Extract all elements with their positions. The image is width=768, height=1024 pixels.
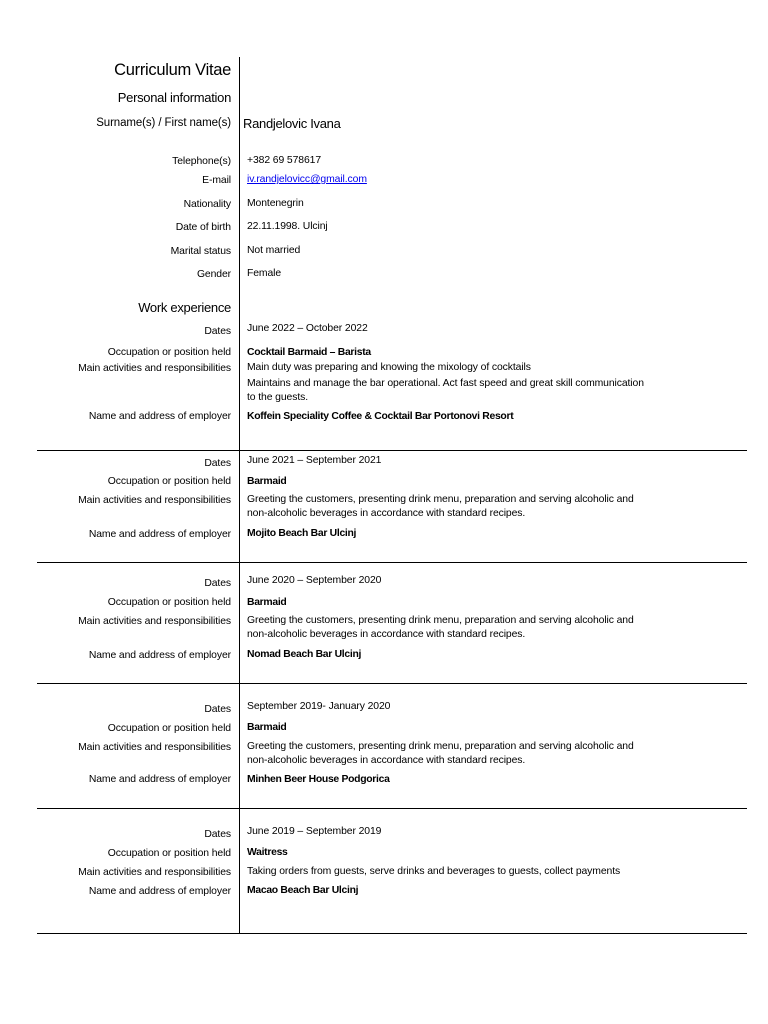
activities-line: Greeting the customers, presenting drink menu, preparation and serving alcoholic and bbox=[247, 494, 634, 505]
job-occupation: Barmaid bbox=[247, 597, 287, 608]
email-label: E-mail bbox=[202, 175, 231, 186]
occupation-label: Occupation or position held bbox=[107, 476, 231, 487]
activities-line: non-alcoholic beverages in accordance with standard recipes. bbox=[247, 629, 526, 640]
activities-label: Main activities and responsibilities bbox=[78, 363, 231, 374]
gender-label: Gender bbox=[196, 269, 231, 280]
job-employer: Nomad Beach Bar Ulcinj bbox=[247, 649, 362, 660]
marital-label: Marital status bbox=[170, 246, 231, 257]
job-occupation: Barmaid bbox=[247, 476, 287, 487]
activities-label: Main activities and responsibilities bbox=[78, 495, 231, 506]
job-dates: June 2021 – September 2021 bbox=[247, 455, 382, 466]
occupation-label: Occupation or position held bbox=[107, 347, 231, 358]
section-divider bbox=[37, 808, 747, 809]
job-dates: June 2022 – October 2022 bbox=[247, 323, 368, 334]
employer-label: Name and address of employer bbox=[88, 774, 231, 785]
section-divider bbox=[37, 450, 747, 451]
dob-label: Date of birth bbox=[175, 222, 231, 233]
email-value[interactable] bbox=[247, 173, 367, 187]
activities-line: Main duty was preparing and knowing the mixology of cocktails bbox=[247, 362, 531, 373]
job-employer: Minhen Beer House Podgorica bbox=[247, 774, 390, 785]
activities-line: non-alcoholic beverages in accordance with standard recipes. bbox=[247, 508, 526, 519]
nationality-label: Nationality bbox=[183, 199, 231, 210]
job-employer: Koffein Speciality Coffee & Cocktail Bar Portonovi Resort bbox=[247, 411, 514, 422]
activities-line: Greeting the customers, presenting drink menu, preparation and serving alcoholic and bbox=[247, 615, 634, 626]
employer-label: Name and address of employer bbox=[88, 411, 231, 422]
work-experience-heading: Work experience bbox=[138, 300, 231, 315]
job-activities: Taking orders from guests, serve drinks and beverages to guests, collect payments bbox=[247, 866, 621, 877]
gender-value: Female bbox=[247, 268, 282, 279]
occupation-label: Occupation or position held bbox=[107, 597, 231, 608]
activities-line: Maintains and manage the bar operational. Act fast speed and great skill communication bbox=[247, 378, 644, 389]
full-name: Randjelovic Ivana bbox=[243, 116, 341, 131]
activities-label: Main activities and responsibilities bbox=[78, 867, 231, 878]
dates-label: Dates bbox=[204, 578, 231, 589]
activities-label: Main activities and responsibilities bbox=[78, 742, 231, 753]
dates-label: Dates bbox=[204, 458, 231, 469]
activities-line: to the guests. bbox=[247, 392, 308, 403]
email-link[interactable]: iv.randjelovicc@gmail.com bbox=[247, 174, 367, 185]
section-divider bbox=[37, 933, 747, 934]
job-dates: September 2019- January 2020 bbox=[247, 701, 391, 712]
employer-label: Name and address of employer bbox=[88, 529, 231, 540]
employer-label: Name and address of employer bbox=[88, 886, 231, 897]
job-dates: June 2020 – September 2020 bbox=[247, 575, 382, 586]
dates-label: Dates bbox=[204, 829, 231, 840]
telephone-label: Telephone(s) bbox=[172, 156, 231, 167]
job-employer: Mojito Beach Bar Ulcinj bbox=[247, 528, 357, 539]
job-employer: Macao Beach Bar Ulcinj bbox=[247, 885, 359, 896]
job-dates: June 2019 – September 2019 bbox=[247, 826, 382, 837]
job-activities bbox=[247, 361, 644, 405]
dob-value: 22.11.1998. Ulcinj bbox=[247, 221, 328, 232]
job-activities bbox=[247, 493, 634, 521]
occupation-label: Occupation or position held bbox=[107, 848, 231, 859]
activities-line: non-alcoholic beverages in accordance with standard recipes. bbox=[247, 755, 526, 766]
nationality-value: Montenegrin bbox=[247, 198, 304, 209]
job-activities bbox=[247, 740, 634, 768]
personal-info-heading: Personal information bbox=[117, 90, 231, 105]
document-title: Curriculum Vitae bbox=[114, 61, 231, 79]
column-divider bbox=[239, 57, 240, 934]
section-divider bbox=[37, 562, 747, 563]
occupation-label: Occupation or position held bbox=[107, 723, 231, 734]
job-occupation: Barmaid bbox=[247, 722, 287, 733]
job-occupation: Cocktail Barmaid – Barista bbox=[247, 347, 371, 358]
job-activities bbox=[247, 614, 634, 642]
employer-label: Name and address of employer bbox=[88, 650, 231, 661]
section-divider bbox=[37, 683, 747, 684]
marital-value: Not married bbox=[247, 245, 301, 256]
dates-label: Dates bbox=[204, 326, 231, 337]
activities-label: Main activities and responsibilities bbox=[78, 616, 231, 627]
telephone-value: +382 69 578617 bbox=[247, 155, 322, 166]
name-label: Surname(s) / First name(s) bbox=[96, 117, 231, 129]
job-occupation: Waitress bbox=[247, 847, 288, 858]
activities-line: Greeting the customers, presenting drink menu, preparation and serving alcoholic and bbox=[247, 741, 634, 752]
dates-label: Dates bbox=[204, 704, 231, 715]
